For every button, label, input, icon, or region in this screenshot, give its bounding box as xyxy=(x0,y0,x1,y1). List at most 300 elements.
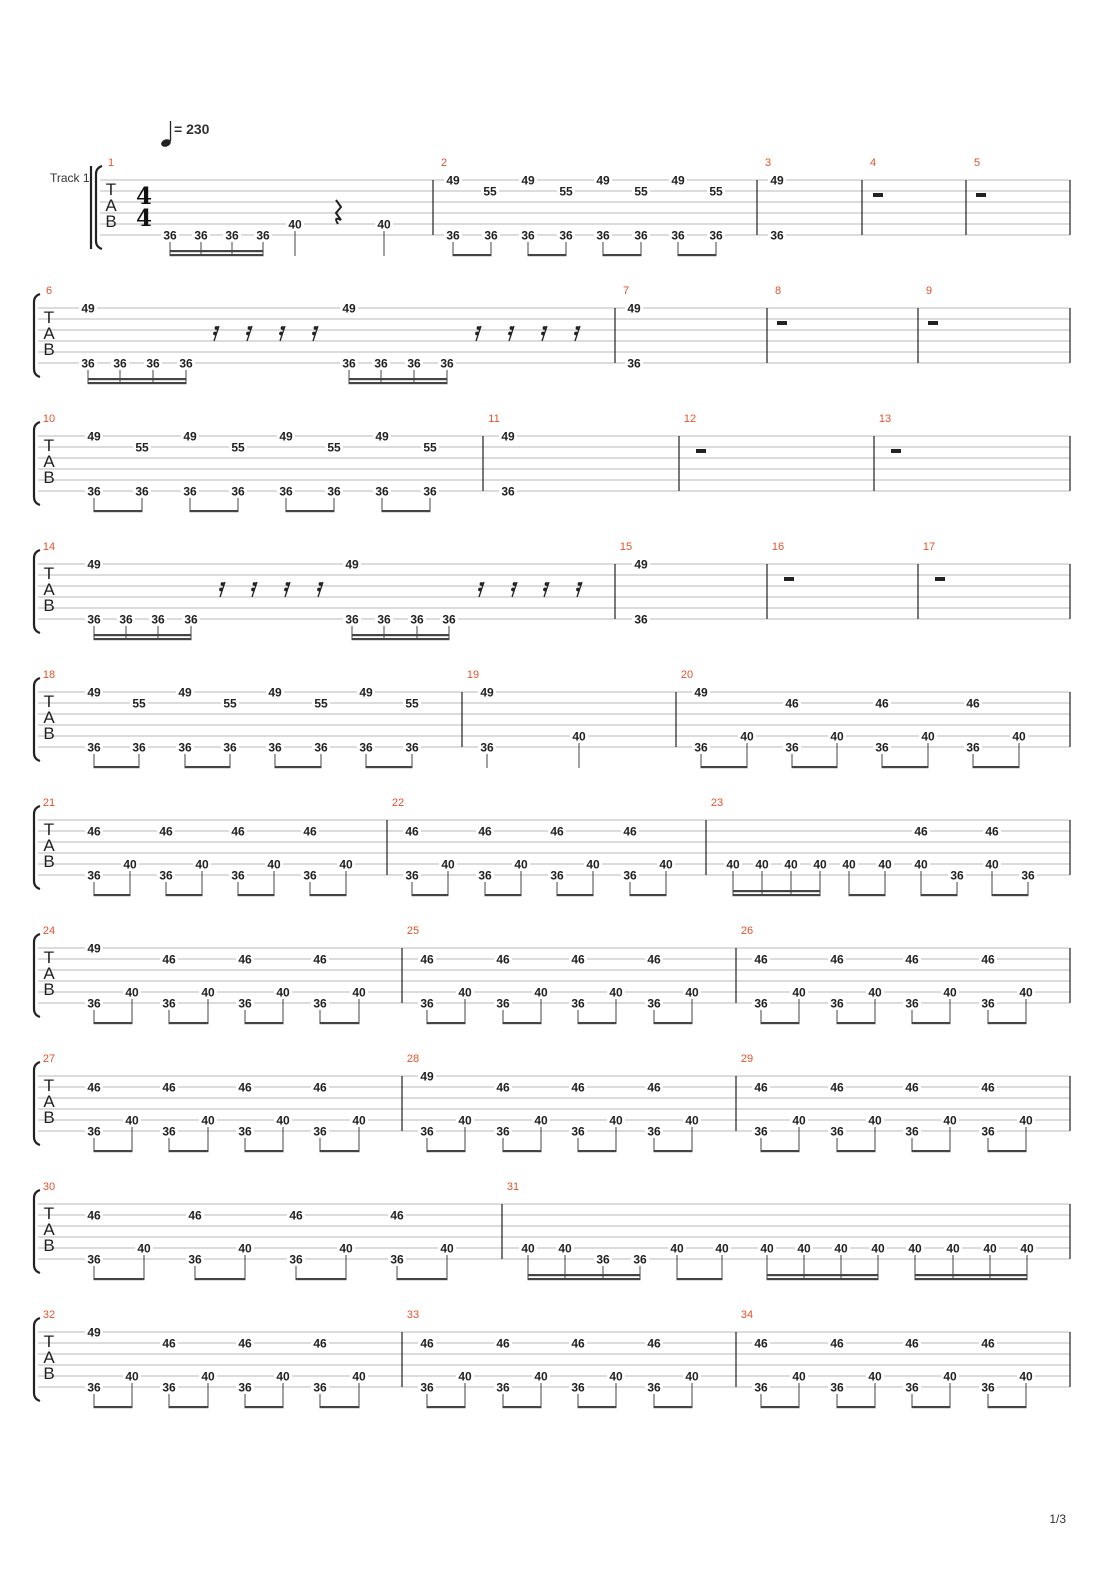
half-rest-icon xyxy=(873,193,883,197)
fret-number: 36 xyxy=(183,484,197,499)
measure-number: 29 xyxy=(740,1053,754,1065)
measure-number: 12 xyxy=(683,413,697,425)
beam xyxy=(761,1406,800,1408)
beam xyxy=(352,634,450,636)
fret-number: 36 xyxy=(478,868,492,883)
fret-number: 36 xyxy=(501,484,515,499)
measure-number: 16 xyxy=(771,541,785,553)
system-bracket xyxy=(34,1190,40,1273)
fret-number: 55 xyxy=(634,184,648,199)
fret-number: 46 xyxy=(159,824,173,839)
beam xyxy=(837,1022,876,1024)
fret-number: 40 xyxy=(201,1113,215,1128)
measure-number: 27 xyxy=(42,1053,56,1065)
fret-number: 40 xyxy=(276,1369,290,1384)
fret-number: 40 xyxy=(946,1241,960,1256)
system-bracket xyxy=(34,806,40,889)
measure-number: 4 xyxy=(869,157,877,169)
fret-number: 36 xyxy=(521,228,535,243)
fret-number: 36 xyxy=(966,740,980,755)
sixteenth-rest-icon xyxy=(478,582,484,597)
beam xyxy=(988,1406,1027,1408)
fret-number: 40 xyxy=(123,857,137,872)
fret-number: 40 xyxy=(1019,985,1033,1000)
fret-number: 36 xyxy=(571,996,585,1011)
staff-system xyxy=(91,157,1070,256)
measure xyxy=(43,413,439,512)
measure-number: 10 xyxy=(42,413,56,425)
half-rest-icon xyxy=(784,577,794,581)
beam xyxy=(761,1150,800,1152)
sixteenth-rest-icon xyxy=(213,326,219,341)
fret-number: 46 xyxy=(830,1336,844,1351)
fret-number: 36 xyxy=(407,356,421,371)
fret-number: 36 xyxy=(484,228,498,243)
fret-number: 40 xyxy=(609,1369,623,1384)
tab-clef-letter: B xyxy=(43,852,55,871)
sixteenth-rest-icon xyxy=(279,326,285,341)
fret-number: 40 xyxy=(834,1241,848,1256)
beam xyxy=(94,1022,133,1024)
fret-number: 36 xyxy=(981,996,995,1011)
fret-number: 49 xyxy=(634,557,648,572)
beam xyxy=(185,766,231,768)
beam xyxy=(169,1406,209,1408)
fret-number: 36 xyxy=(163,228,177,243)
fret-number: 36 xyxy=(785,740,799,755)
fret-number: 36 xyxy=(314,740,328,755)
beam xyxy=(503,1150,542,1152)
fret-number: 40 xyxy=(458,1369,472,1384)
beam xyxy=(94,1278,145,1280)
fret-number: 36 xyxy=(87,484,101,499)
beam xyxy=(992,894,1029,896)
tab-clef-letter: B xyxy=(43,1108,55,1127)
staff-system xyxy=(34,1309,1070,1408)
fret-number: 36 xyxy=(571,1380,585,1395)
fret-number: 36 xyxy=(905,1380,919,1395)
measure-number: 13 xyxy=(878,413,892,425)
fret-number: 36 xyxy=(754,1124,768,1139)
measure-number: 11 xyxy=(488,413,500,425)
measure xyxy=(679,413,706,491)
measure-number: 26 xyxy=(740,925,754,937)
fret-number: 46 xyxy=(238,1080,252,1095)
beam xyxy=(912,1406,951,1408)
measure-number: 28 xyxy=(406,1053,420,1065)
fret-number: 36 xyxy=(87,612,101,627)
fret-number: 46 xyxy=(647,1080,661,1095)
fret-number: 40 xyxy=(715,1241,729,1256)
fret-number: 36 xyxy=(87,740,101,755)
fret-number: 36 xyxy=(313,1380,327,1395)
beam xyxy=(528,254,567,256)
fret-number: 36 xyxy=(238,996,252,1011)
fret-number: 49 xyxy=(694,685,708,700)
fret-number: 46 xyxy=(571,1336,585,1351)
fret-number: 36 xyxy=(420,1124,434,1139)
fret-number: 46 xyxy=(830,1080,844,1095)
measure-number: 24 xyxy=(42,925,56,937)
fret-number: 36 xyxy=(279,484,293,499)
sixteenth-rest-icon xyxy=(317,582,323,597)
measure xyxy=(918,285,938,363)
measure xyxy=(736,1053,1035,1152)
sixteenth-rest-icon xyxy=(284,582,290,597)
fret-number: 36 xyxy=(410,612,424,627)
fret-number: 55 xyxy=(405,696,419,711)
measure-number: 33 xyxy=(406,1309,420,1321)
fret-number: 36 xyxy=(550,868,564,883)
fret-number: 46 xyxy=(390,1208,404,1223)
fret-number: 40 xyxy=(125,985,139,1000)
system-bracket xyxy=(34,1062,40,1145)
measure xyxy=(43,1309,368,1408)
fret-number: 40 xyxy=(125,1113,139,1128)
staff-systems xyxy=(34,157,1070,1408)
fret-number: 40 xyxy=(792,1113,806,1128)
fret-number: 36 xyxy=(694,740,708,755)
beam xyxy=(382,510,431,512)
fret-number: 40 xyxy=(792,985,806,1000)
fret-number: 40 xyxy=(670,1241,684,1256)
measure-number: 23 xyxy=(710,797,724,809)
beam xyxy=(915,1274,1028,1276)
beam xyxy=(767,1278,879,1280)
sixteenth-rest-icon xyxy=(246,326,252,341)
sixteenth-rest-icon xyxy=(576,582,582,597)
beam xyxy=(701,766,748,768)
beam xyxy=(94,894,131,896)
fret-number: 40 xyxy=(339,857,353,872)
fret-number: 36 xyxy=(423,484,437,499)
fret-number: 46 xyxy=(420,1336,434,1351)
beam xyxy=(427,1150,466,1152)
half-rest-icon xyxy=(928,321,938,325)
beam xyxy=(320,1150,360,1152)
measure xyxy=(433,157,725,256)
tab-clef-letter: T xyxy=(43,436,55,455)
fret-number: 36 xyxy=(830,996,844,1011)
fret-number: 40 xyxy=(830,729,844,744)
beam xyxy=(837,1406,876,1408)
measure-number: 21 xyxy=(42,797,56,809)
beam xyxy=(912,1022,951,1024)
fret-number: 40 xyxy=(441,857,455,872)
sixteenth-rest-icon xyxy=(543,582,549,597)
fret-number: 36 xyxy=(770,228,784,243)
fret-number: 46 xyxy=(87,824,101,839)
fret-number: 36 xyxy=(405,740,419,755)
track-name: Track 1 xyxy=(50,171,90,185)
fret-number: 46 xyxy=(905,1080,919,1095)
fret-number: 36 xyxy=(875,740,889,755)
measure xyxy=(706,797,1037,896)
measure xyxy=(483,413,517,499)
fret-number: 46 xyxy=(478,824,492,839)
fret-number: 46 xyxy=(496,952,510,967)
fret-number: 49 xyxy=(178,685,192,700)
beam xyxy=(654,1406,693,1408)
fret-number: 36 xyxy=(623,868,637,883)
fret-number: 40 xyxy=(1020,1241,1034,1256)
fret-number: 49 xyxy=(87,941,101,956)
beam xyxy=(166,894,203,896)
fret-number: 49 xyxy=(87,1325,101,1340)
fret-number: 40 xyxy=(609,1113,623,1128)
fret-number: 36 xyxy=(184,612,198,627)
fret-number: 36 xyxy=(420,996,434,1011)
fret-number: 46 xyxy=(875,696,889,711)
fret-number: 36 xyxy=(194,228,208,243)
beam xyxy=(837,1150,876,1152)
fret-number: 36 xyxy=(87,1124,101,1139)
beam xyxy=(320,1022,360,1024)
fret-number: 40 xyxy=(125,1369,139,1384)
measure-number: 25 xyxy=(406,925,420,937)
fret-number: 36 xyxy=(480,740,494,755)
sixteenth-rest-icon xyxy=(251,582,257,597)
fret-number: 36 xyxy=(113,356,127,371)
fret-number: 36 xyxy=(225,228,239,243)
measure-number: 2 xyxy=(440,157,448,169)
fret-number: 36 xyxy=(345,612,359,627)
fret-number: 36 xyxy=(223,740,237,755)
fret-number: 36 xyxy=(950,868,964,883)
measure xyxy=(43,1181,456,1280)
fret-number: 36 xyxy=(313,1124,327,1139)
measure xyxy=(43,1053,368,1152)
fret-number: 40 xyxy=(609,985,623,1000)
fret-number: 40 xyxy=(201,1369,215,1384)
fret-number: 36 xyxy=(496,996,510,1011)
fret-number: 46 xyxy=(420,952,434,967)
fret-number: 36 xyxy=(87,868,101,883)
beam xyxy=(654,1022,693,1024)
fret-number: 36 xyxy=(440,356,454,371)
measure-number: 5 xyxy=(973,157,981,169)
tab-clef-letter: A xyxy=(43,1348,55,1367)
fret-number: 46 xyxy=(303,824,317,839)
beam xyxy=(882,766,929,768)
fret-number: 49 xyxy=(596,173,610,188)
beam xyxy=(849,894,886,896)
fret-number: 49 xyxy=(279,429,293,444)
beam xyxy=(88,382,187,384)
beam xyxy=(988,1150,1027,1152)
measure xyxy=(402,1053,701,1152)
beam xyxy=(94,766,140,768)
fret-number: 40 xyxy=(352,1113,366,1128)
fret-number: 36 xyxy=(446,228,460,243)
fret-number: 36 xyxy=(162,996,176,1011)
fret-number: 36 xyxy=(146,356,160,371)
fret-number: 36 xyxy=(420,1380,434,1395)
beam xyxy=(397,1278,448,1280)
fret-number: 40 xyxy=(440,1241,454,1256)
fret-number: 36 xyxy=(374,356,388,371)
beam xyxy=(94,1150,133,1152)
fret-number: 40 xyxy=(868,985,882,1000)
fret-number: 40 xyxy=(458,985,472,1000)
tab-clef-letter: B xyxy=(43,1364,55,1383)
beam xyxy=(320,1406,360,1408)
staff-system xyxy=(34,413,1070,512)
sixteenth-rest-icon xyxy=(574,326,580,341)
tab-clef-letter: A xyxy=(43,580,55,599)
beam xyxy=(349,378,448,380)
fret-number: 40 xyxy=(534,985,548,1000)
fret-number: 40 xyxy=(514,857,528,872)
fret-number: 36 xyxy=(633,1252,647,1267)
measure xyxy=(676,669,1028,768)
fret-number: 46 xyxy=(496,1080,510,1095)
fret-number: 36 xyxy=(377,612,391,627)
fret-number: 40 xyxy=(534,1113,548,1128)
fret-number: 40 xyxy=(377,217,391,232)
sixteenth-rest-icon xyxy=(475,326,481,341)
beam xyxy=(88,378,187,380)
fret-number: 36 xyxy=(981,1380,995,1395)
fret-number: 49 xyxy=(627,301,641,316)
fret-number: 36 xyxy=(647,1124,661,1139)
beam xyxy=(169,1150,209,1152)
fret-number: 49 xyxy=(268,685,282,700)
tab-clef-letter: B xyxy=(43,724,55,743)
staff-system xyxy=(34,925,1070,1024)
measure xyxy=(918,541,945,619)
fret-number: 36 xyxy=(231,484,245,499)
fret-number: 40 xyxy=(558,1241,572,1256)
fret-number: 40 xyxy=(1019,1369,1033,1384)
fret-number: 46 xyxy=(162,1080,176,1095)
fret-number: 36 xyxy=(830,1380,844,1395)
half-rest-icon xyxy=(935,577,945,581)
beam xyxy=(245,1406,284,1408)
fret-number: 40 xyxy=(685,1113,699,1128)
fret-number: 36 xyxy=(571,1124,585,1139)
tab-clef-letter: A xyxy=(43,964,55,983)
staff-system xyxy=(34,797,1070,896)
system-bracket xyxy=(34,294,40,377)
fret-number: 46 xyxy=(313,1080,327,1095)
fret-number: 36 xyxy=(627,356,641,371)
fret-number: 36 xyxy=(596,1252,610,1267)
half-rest-icon xyxy=(696,449,706,453)
beam xyxy=(630,894,667,896)
beam xyxy=(366,766,413,768)
fret-number: 36 xyxy=(162,1380,176,1395)
fret-number: 55 xyxy=(559,184,573,199)
beam xyxy=(557,894,594,896)
staff-system xyxy=(34,669,1070,768)
measure-number: 9 xyxy=(925,285,933,297)
fret-number: 36 xyxy=(390,1252,404,1267)
fret-number: 36 xyxy=(119,612,133,627)
measure xyxy=(402,1309,701,1408)
fret-number: 49 xyxy=(87,685,101,700)
fret-number: 46 xyxy=(188,1208,202,1223)
fret-number: 46 xyxy=(87,1080,101,1095)
fret-number: 40 xyxy=(352,985,366,1000)
beam xyxy=(528,1274,641,1276)
fret-number: 36 xyxy=(496,1380,510,1395)
measure xyxy=(966,157,986,235)
tab-clef-letter: T xyxy=(43,820,55,839)
tab-clef-letter: T xyxy=(43,308,55,327)
fret-number: 46 xyxy=(571,1080,585,1095)
fret-number: 40 xyxy=(521,1241,535,1256)
fret-number: 46 xyxy=(289,1208,303,1223)
fret-number: 36 xyxy=(442,612,456,627)
half-rest-icon xyxy=(891,449,901,453)
half-rest-icon xyxy=(976,193,986,197)
tab-clef-letter: B xyxy=(43,1236,55,1255)
system-bracket xyxy=(34,1318,40,1401)
fret-number: 40 xyxy=(871,1241,885,1256)
beam xyxy=(427,1406,466,1408)
fret-number: 55 xyxy=(132,696,146,711)
fret-number: 46 xyxy=(550,824,564,839)
fret-number: 46 xyxy=(981,1080,995,1095)
beam xyxy=(915,1278,1028,1280)
measure-number: 31 xyxy=(506,1181,520,1193)
beam xyxy=(503,1406,542,1408)
fret-number: 40 xyxy=(943,1113,957,1128)
fret-number: 49 xyxy=(81,301,95,316)
fret-number: 49 xyxy=(183,429,197,444)
fret-number: 55 xyxy=(231,440,245,455)
fret-number: 40 xyxy=(740,729,754,744)
fret-number: 40 xyxy=(878,857,892,872)
fret-number: 36 xyxy=(905,996,919,1011)
measure xyxy=(43,925,368,1024)
fret-number: 40 xyxy=(659,857,673,872)
beam xyxy=(603,254,642,256)
fret-number: 55 xyxy=(223,696,237,711)
fret-number: 46 xyxy=(313,1336,327,1351)
fret-number: 36 xyxy=(238,1124,252,1139)
fret-number: 46 xyxy=(162,952,176,967)
beam xyxy=(427,1022,466,1024)
fret-number: 40 xyxy=(943,985,957,1000)
fret-number: 36 xyxy=(135,484,149,499)
measure xyxy=(767,285,787,363)
fret-number: 55 xyxy=(327,440,341,455)
beam xyxy=(677,1278,723,1280)
measure xyxy=(736,1309,1035,1408)
measure xyxy=(874,413,901,491)
fret-number: 40 xyxy=(797,1241,811,1256)
fret-number: 36 xyxy=(87,1252,101,1267)
measure-number: 6 xyxy=(45,285,53,297)
fret-number: 46 xyxy=(647,952,661,967)
measure-number: 20 xyxy=(680,669,694,681)
fret-number: 49 xyxy=(480,685,494,700)
fret-number: 46 xyxy=(905,952,919,967)
fret-number: 49 xyxy=(342,301,356,316)
fret-number: 49 xyxy=(87,557,101,572)
staff-system xyxy=(34,1181,1070,1280)
time-signature-top: 4 xyxy=(135,183,153,210)
staff-system xyxy=(34,541,1070,640)
measure xyxy=(402,925,701,1024)
fret-number: 36 xyxy=(405,868,419,883)
fret-number: 46 xyxy=(905,1336,919,1351)
fret-number: 36 xyxy=(159,868,173,883)
beam xyxy=(973,766,1020,768)
fret-number: 36 xyxy=(830,1124,844,1139)
